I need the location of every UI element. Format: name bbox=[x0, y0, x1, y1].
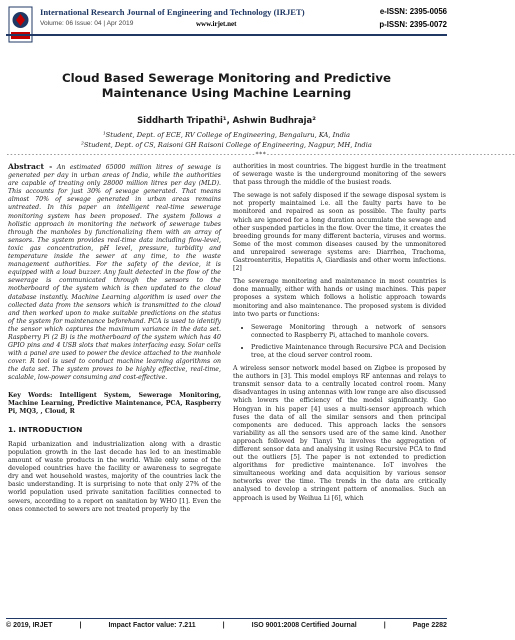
body-paragraph-3: The sewerage monitoring and maintenance in most countries is done manually, either with hands or using machines. This paper proposes a system which follows a holistic approach towards monitoring and also maintenance. The proposed system is divided into two parts or functions: bbox=[233, 278, 446, 318]
header-rule bbox=[6, 34, 447, 36]
left-column bbox=[8, 163, 221, 519]
eissn: e-ISSN: 2395-0056 bbox=[379, 7, 447, 16]
journal-website[interactable]: www.irjet.net bbox=[196, 20, 237, 28]
keywords-label: Key Words: bbox=[8, 391, 53, 399]
journal-name: International Research Journal of Engineering and Technology (IRJET) bbox=[40, 7, 305, 17]
paper-authors: Siddharth Tripathi¹, Ashwin Budhraja² bbox=[137, 115, 316, 125]
footer-iso: ISO 9001:2008 Certified Journal bbox=[251, 622, 357, 629]
footer-divider: | bbox=[383, 622, 386, 629]
page-footer bbox=[6, 622, 447, 629]
body-paragraph-1: authorities in most countries. The biggest hurdle in the treatment of sewerage waste is the underground monitoring of the sewers that pass through the middle of the busiest roads. bbox=[233, 163, 446, 187]
separator-line: ---------------------------------------------------------------------***--------------------------------------------------------------------- bbox=[6, 151, 515, 158]
keywords bbox=[8, 392, 221, 416]
body-paragraph-2: The sewage is not safely disposed if the sewage disposal system is not properly maintained i.e. all the faulty parts have to be monitored and repaired as soon as possible. The faulty parts which are ignored for a long duration accumulate the sewage and other suspended particles in the flow. Over the time, it creates the breeding grounds for many different bacteria, viruses and worms. Some of the most common diseases caused by the unmonitored and unrepaired sewerage systems are: Diarrhea, Trachoma, Gastroenteritis, Hepatitis A, Giardiasis and other worm infections.[2] bbox=[233, 192, 446, 273]
affiliation-2: ²Student, Dept. of CS, Raisoni GH Raisoni College of Engineering, Nagpur, MH, India bbox=[81, 141, 372, 149]
keywords-text: Intelligent System, Sewerage Monitoring, Machine Learning, Predictive Maintenance, PCA, Raspberry Pi, MQ3, , Cloud, R bbox=[8, 391, 221, 415]
function-list bbox=[233, 324, 446, 360]
footer-divider: | bbox=[222, 622, 225, 629]
page-number: Page 2282 bbox=[412, 622, 447, 629]
footer-rule bbox=[6, 618, 447, 619]
list-item: • Sewerage Monitoring through a network of sensors connected to Raspberry Pi, attached to manhole covers. bbox=[251, 324, 446, 340]
list-item: • Predictive Maintenance through Recursive PCA and Decision tree, at the cloud server control room. bbox=[251, 344, 446, 360]
footer-impact: Impact Factor value: 7.211 bbox=[108, 622, 196, 629]
body-paragraph-4: A wireless sensor network model based on Zigbee is proposed by the authors in [3]. This model employs RF antennas and relays to transmit sensor data to a centrally located control room. Many disadvantages in using antennas with low range are also discussed which lowers the efficiency of the model significantly. Gao Hongyan in his paper [4] uses a multi-sensor approach which fuses the data of all the similar sensors and then principal components are deduced. This approach lacks the sensors variability as all the sensors used are of the same kind. Another approach followed by Tianyi Yu involves the aggregation of different sensor data and analysing it using Recursive PCA to find out the outliers [5]. The paper is not extended to prediction algorithms for predictive maintenance. IoT involves the simultaneous working and data acquisition by various sensor networks over the time. The trends in the data are critically analysed to develop a stringent pattern of anomalies. Such an approach is used by Weihua Li [6], which bbox=[233, 365, 446, 502]
paper-title: Cloud Based Sewerage Monitoring and Predictive Maintenance Using Machine Learning bbox=[61, 71, 392, 100]
irjet-logo-icon bbox=[8, 6, 33, 43]
footer-copyright: © 2019, IRJET bbox=[6, 622, 53, 629]
abstract-text: An estimated 65000 million litres of sewage is generated per day in urban areas of India, while the authorities are capable of treating only 28000 million litres per day (MLD). This accounts for just 30% of sewage generated. That means almost 70% of sewage generated in urban areas remains untreated. In this paper an intelligent real-time sewerage monitoring system has been proposed. The system follows a holistic approach in monitoring the network of sewerage tubes through the manholes by functionalizing them with an array of sensors. The system provides real-time data including flow-level, toxic gas concentration, pH level, pressure, turbidity and temperature inside the sewer at any time, to the waste management authorities. For the safety of the device, it is equipped with a loud buzzer. Any fault detected in the flow of the sewerage is communicated through the sensors to the motherboard of the system which is then updated to the cloud database instantly. Machine Learning algorithm is used over the collected data from the sensors which is transmitted to the cloud and then worked upon to make suitable predictions on the status of the system for maintenance beforehand. PCA is used to identify the sensor which captures the maximum variance in the data set. Raspberry Pi (2 B) is the motherboard of the system which has 40 GPIO pins and 4 USB slots that makes interfacing easy. Solar cells with a panel are used to power the device attached to the manhole cover. R tool is used to conduct machine learning algorithms on the data set. The system proves to be highly effective, real-time, scalable, low-power consuming and cost-effective. bbox=[8, 164, 221, 382]
volume-issue: Volume: 06 Issue: 04 | Apr 2019 bbox=[40, 20, 134, 27]
footer-divider: | bbox=[79, 622, 82, 629]
intro-paragraph: Rapid urbanization and industrialization along with a drastic population growth in the last decade has led to an inestimable amount of waste products in the world. While only some of the developed countries have the facility or awareness to segregate dry and wet household wastes, majority of the countries lack the basic understanding. It is surprising to note that only 27% of the world population used private sanitation facilities connected to sewers, according to a report on sanitation by WHO [1]. Even the ones connected to sewers are not treated properly by the bbox=[8, 440, 221, 513]
abstract bbox=[8, 163, 221, 383]
section-heading-introduction: 1. INTRODUCTION bbox=[8, 424, 83, 434]
right-column bbox=[233, 163, 446, 508]
affiliation-1: ¹Student, Dept. of ECE, RV College of Engineering, Bengaluru, KA, India bbox=[103, 131, 350, 139]
abstract-label: Abstract - bbox=[8, 162, 53, 171]
journal-header bbox=[0, 0, 453, 50]
pissn: p-ISSN: 2395-0072 bbox=[379, 20, 447, 29]
